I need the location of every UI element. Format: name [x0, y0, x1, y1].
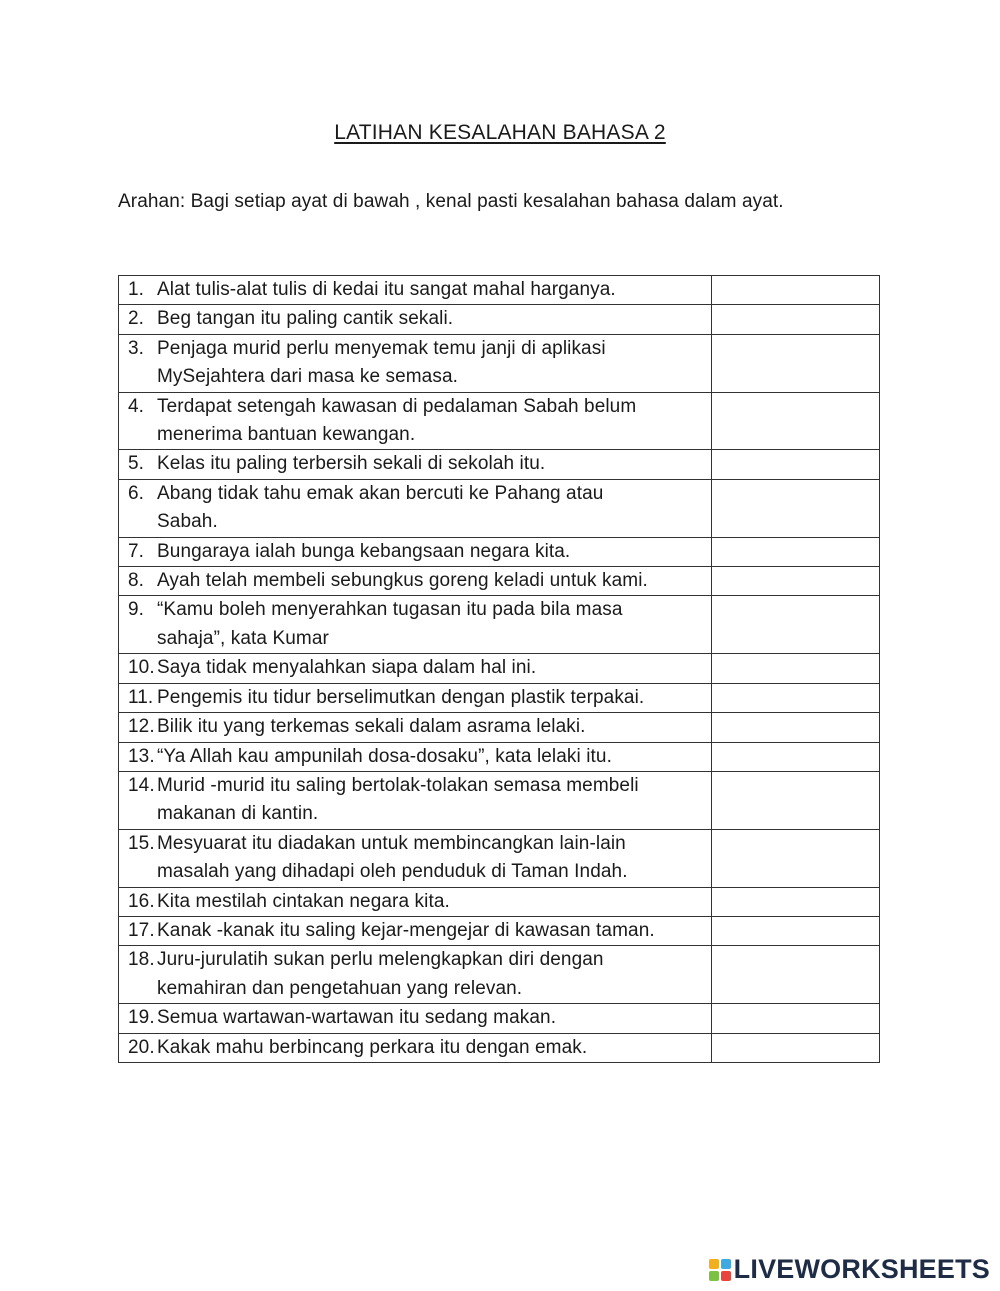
question-text: Abang tidak tahu emak akan bercuti ke Pahang atau: [157, 482, 604, 504]
question-line: [119, 538, 711, 566]
question-text-continued: MySejahtera dari masa ke semasa.: [157, 366, 458, 388]
question-row: [119, 946, 880, 1004]
question-line: [119, 1034, 711, 1062]
question-cell: [119, 654, 712, 683]
question-row: [119, 1033, 880, 1062]
question-text-continued: menerima bantuan kewangan.: [157, 424, 416, 446]
question-text-continued: makanan di kantin.: [157, 803, 319, 825]
question-text: “Kamu boleh menyerahkan tugasan itu pada bila masa: [157, 599, 623, 621]
question-text: Penjaga murid perlu menyemak temu janji di aplikasi: [157, 337, 606, 359]
question-line-continued: [119, 421, 711, 449]
answer-cell[interactable]: [711, 596, 879, 654]
question-line-continued: [119, 363, 711, 391]
question-number: 8.: [128, 570, 145, 592]
question-cell: [119, 276, 712, 305]
answer-cell[interactable]: [711, 479, 879, 537]
question-row: [119, 916, 880, 945]
question-number: 12.: [128, 716, 155, 738]
question-cell: [119, 713, 712, 742]
question-text: Murid -murid itu saling bertolak-tolakan semasa membeli: [157, 774, 639, 796]
question-row: [119, 683, 880, 712]
question-number: 16.: [128, 890, 155, 912]
question-cell: [119, 683, 712, 712]
answer-cell[interactable]: [711, 1004, 879, 1033]
logo-square-3: [709, 1271, 719, 1281]
question-text: Kanak -kanak itu saling kejar-mengejar di kawasan taman.: [157, 919, 655, 941]
question-indent: [119, 421, 157, 449]
question-number: 18.: [128, 949, 155, 971]
question-number: 15.: [128, 832, 155, 854]
question-number: 14.: [128, 774, 155, 796]
question-line: [119, 713, 711, 741]
question-number: 11.: [128, 686, 154, 708]
question-text-continued: masalah yang dihadapi oleh penduduk di Taman Indah.: [157, 861, 628, 883]
question-row: [119, 771, 880, 829]
answer-cell[interactable]: [711, 742, 879, 771]
question-row: [119, 829, 880, 887]
question-line: [119, 888, 711, 916]
question-text: Mesyuarat itu diadakan untuk membincangkan lain-lain: [157, 832, 626, 854]
question-number: 7.: [128, 540, 145, 562]
answer-cell[interactable]: [711, 1033, 879, 1062]
question-row: [119, 334, 880, 392]
question-text: Juru-jurulatih sukan perlu melengkapkan diri dengan: [157, 949, 604, 971]
question-line-continued: [119, 975, 711, 1003]
instruction-text: Arahan: Bagi setiap ayat di bawah , kenal pasti kesalahan bahasa dalam ayat.: [118, 191, 784, 212]
question-line: [119, 1004, 711, 1032]
question-text: Beg tangan itu paling cantik sekali.: [157, 308, 454, 330]
question-text-continued: Sabah.: [157, 511, 218, 533]
question-cell: [119, 1033, 712, 1062]
question-text: Bungaraya ialah bunga kebangsaan negara kita.: [157, 540, 571, 562]
question-text-continued: kemahiran dan pengetahuan yang relevan.: [157, 977, 523, 999]
question-cell: [119, 537, 712, 566]
question-line: [119, 830, 711, 858]
question-indent: [119, 625, 157, 653]
question-text: “Ya Allah kau ampunilah dosa-dosaku”, kata lelaki itu.: [157, 745, 612, 767]
answer-cell[interactable]: [711, 713, 879, 742]
question-text: Pengemis itu tidur berselimutkan dengan plastik terpakai.: [157, 686, 645, 708]
question-indent: [119, 363, 157, 391]
question-cell: [119, 567, 712, 596]
question-cell: [119, 334, 712, 392]
question-row: [119, 596, 880, 654]
answer-cell[interactable]: [711, 276, 879, 305]
question-line: [119, 450, 711, 478]
question-text: Kita mestilah cintakan negara kita.: [157, 890, 450, 912]
answer-cell[interactable]: [711, 654, 879, 683]
questions-table-body: [119, 276, 880, 1063]
question-text: Ayah telah membeli sebungkus goreng keladi untuk kami.: [157, 570, 648, 592]
question-indent: [119, 800, 157, 828]
question-number: 2.: [128, 308, 145, 330]
question-text: Bilik itu yang terkemas sekali dalam asrama lelaki.: [157, 716, 586, 738]
question-row: [119, 654, 880, 683]
question-line: [119, 276, 711, 304]
question-cell: [119, 916, 712, 945]
logo-square-4: [721, 1271, 731, 1281]
question-cell: [119, 450, 712, 479]
answer-cell[interactable]: [711, 537, 879, 566]
question-text-continued: sahaja”, kata Kumar: [157, 627, 329, 649]
question-line: [119, 743, 711, 771]
answer-cell[interactable]: [711, 392, 879, 450]
logo-square-2: [721, 1259, 731, 1269]
answer-cell[interactable]: [711, 946, 879, 1004]
question-line-continued: [119, 508, 711, 536]
answer-cell[interactable]: [711, 450, 879, 479]
answer-cell[interactable]: [711, 829, 879, 887]
question-line: [119, 305, 711, 333]
question-number: 17.: [128, 919, 155, 941]
question-number: 1.: [128, 279, 145, 300]
question-indent: [119, 508, 157, 536]
answer-cell[interactable]: [711, 567, 879, 596]
question-line: [119, 772, 711, 800]
question-cell: [119, 1004, 712, 1033]
question-line: [119, 596, 711, 624]
question-line: [119, 335, 711, 363]
question-row: [119, 450, 880, 479]
question-indent: [119, 858, 157, 886]
answer-cell[interactable]: [711, 887, 879, 916]
question-line: [119, 917, 711, 945]
question-line: [119, 654, 711, 682]
question-number: 20.: [128, 1036, 155, 1058]
question-row: [119, 713, 880, 742]
question-line-continued: [119, 858, 711, 886]
liveworksheets-logo: [709, 1254, 990, 1285]
question-row: [119, 742, 880, 771]
question-text: Kelas itu paling terbersih sekali di sekolah itu.: [157, 453, 546, 475]
question-row: [119, 537, 880, 566]
question-row: [119, 887, 880, 916]
question-cell: [119, 829, 712, 887]
question-cell: [119, 771, 712, 829]
question-cell: [119, 596, 712, 654]
answer-cell[interactable]: [711, 683, 879, 712]
question-number: 5.: [128, 453, 145, 475]
question-row: [119, 305, 880, 334]
liveworksheets-logo-icon: [709, 1259, 731, 1281]
questions-table: [118, 275, 880, 1063]
question-row: [119, 479, 880, 537]
question-line-continued: [119, 800, 711, 828]
question-line: [119, 567, 711, 595]
question-cell: [119, 742, 712, 771]
liveworksheets-brand: LIVEWORKSHEETS: [733, 1254, 990, 1284]
question-row: [119, 276, 880, 305]
question-line: [119, 946, 711, 974]
question-cell: [119, 946, 712, 1004]
question-row: [119, 567, 880, 596]
question-cell: [119, 887, 712, 916]
question-number: 3.: [128, 337, 145, 359]
question-line-continued: [119, 625, 711, 653]
question-cell: [119, 479, 712, 537]
answer-cell[interactable]: [711, 771, 879, 829]
logo-square-1: [709, 1259, 719, 1269]
question-line: [119, 684, 711, 712]
question-cell: [119, 392, 712, 450]
question-line: [119, 393, 711, 421]
question-cell: [119, 305, 712, 334]
question-number: 9.: [128, 599, 145, 621]
question-text: Alat tulis-alat tulis di kedai itu sangat mahal harganya.: [157, 279, 616, 300]
question-number: 19.: [128, 1007, 155, 1029]
question-text: Semua wartawan-wartawan itu sedang makan.: [157, 1007, 557, 1029]
answer-cell[interactable]: [711, 334, 879, 392]
question-row: [119, 392, 880, 450]
question-text: Saya tidak menyalahkan siapa dalam hal ini.: [157, 657, 537, 679]
question-text: Kakak mahu berbincang perkara itu dengan emak.: [157, 1036, 588, 1058]
question-number: 6.: [128, 482, 145, 504]
worksheet-title: LATIHAN KESALAHAN BAHASA 2: [334, 121, 666, 144]
question-number: 4.: [128, 395, 145, 417]
answer-cell[interactable]: [711, 916, 879, 945]
answer-cell[interactable]: [711, 305, 879, 334]
question-number: 13.: [128, 745, 155, 767]
question-text: Terdapat setengah kawasan di pedalaman Sabah belum: [157, 395, 637, 417]
question-indent: [119, 975, 157, 1003]
question-line: [119, 480, 711, 508]
question-row: [119, 1004, 880, 1033]
question-number: 10.: [128, 657, 155, 679]
